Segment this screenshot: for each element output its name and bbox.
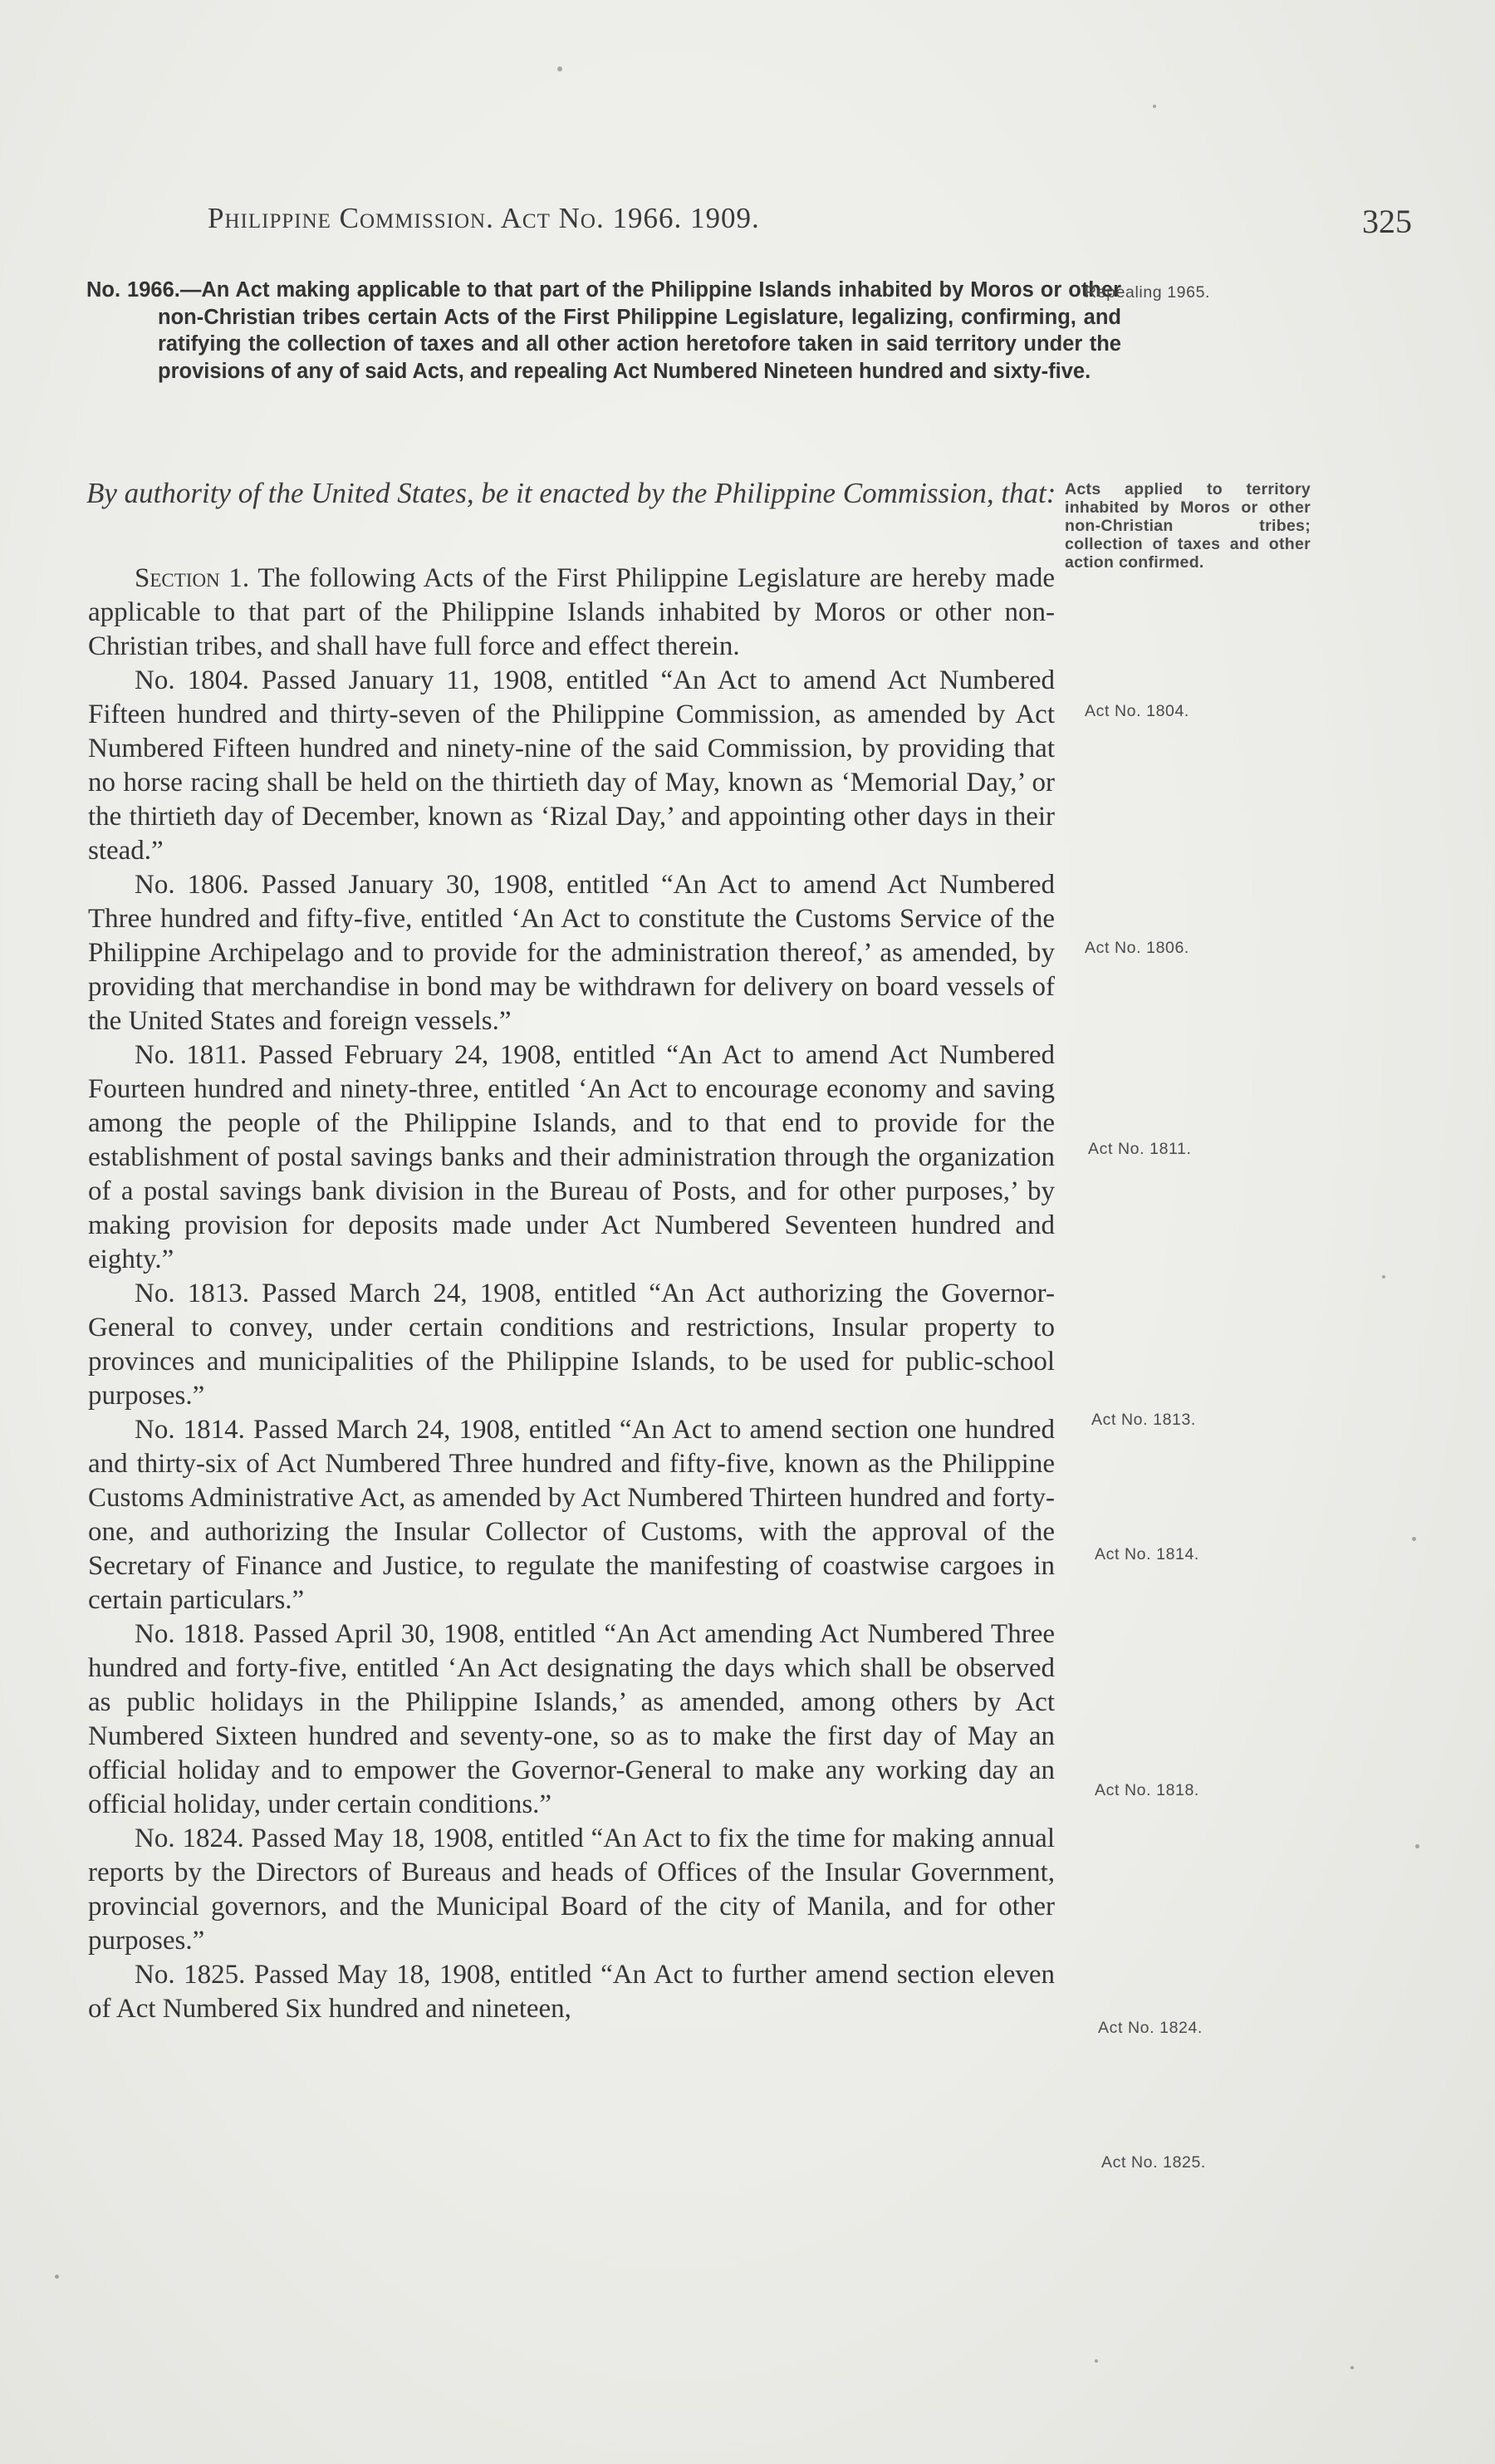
- page-number: 325: [1362, 203, 1412, 240]
- act-title: No. 1966.—An Act making applicable to that part of the Philippine Islands inhabited by Moros or other non-Christian tribes certain Acts of the First Philippine Legislature, legalizing, confirming, and ratifying the collection of taxes and all other action heretofore taken in said territory under the provisions of any of said Acts, and repealing Act Numbered Nineteen hundred and sixty-five.: [86, 278, 1121, 383]
- scan-speck: [55, 2275, 59, 2279]
- section-text: The following Acts of the First Philippine Legislature are hereby made applicable to that part of the Philippine Islands inhabited by Moros or other non-Christian tribes, and shall have full force and effect therein.: [88, 563, 1056, 661]
- margin-note-repealing: Repealing 1965.: [1085, 283, 1211, 302]
- margin-note-act-1824: Act No. 1824.: [1098, 2019, 1203, 2037]
- act-paragraph-1811: No. 1811. Passed February 24, 1908, entitled “An Act to amend Act Numbered Fourteen hundred and ninety-three, entitled ‘An Act to encourage economy and saving among the people of the Philippine Islands, and to that end to provide for the establishment of postal savings banks and their administration through the organization of a postal savings bank division in the Bureau of Posts, and for other purposes,’ by making provision for deposits made under Act Numbered Seventeen hundred and eighty.”: [88, 1040, 1055, 1274]
- act-paragraph-1813: No. 1813. Passed March 24, 1908, entitled “An Act authorizing the Governor-General to convey, under certain conditions and restrictions, Insular property to provinces and municipalities of the Philippine Islands, to be used for public-school purposes.”: [88, 1279, 1055, 1411]
- scan-speck: [1153, 105, 1156, 108]
- section-label: Section 1.: [135, 563, 250, 593]
- scan-speck: [1095, 2359, 1098, 2363]
- act-paragraph-1814: No. 1814. Passed March 24, 1908, entitled “An Act to amend section one hundred and thirty-six of Act Numbered Three hundred and fifty-five, known as the Philippine Customs Administrative Act, as amended by Act Numbered Thirteen hundred and forty-one, and authorizing the Insular Collector of Customs, with the approval of the Secretary of Finance and Justice, to regulate the manifesting of coastwise cargoes in certain particulars.”: [88, 1415, 1055, 1615]
- margin-note-act-1818: Act No. 1818.: [1095, 1781, 1199, 1799]
- margin-note-acts-applied: Acts applied to territory inhabited by Moros or other non-Christian tribes; collection of taxes and other action confirmed.: [1065, 480, 1311, 572]
- scan-speck: [1415, 1844, 1419, 1848]
- act-paragraph-1806: No. 1806. Passed January 30, 1908, entitled “An Act to amend Act Numbered Three hundred and fifty-five, entitled ‘An Act to constitute the Customs Service of the Philippine Archipelago and to provide for the administration thereof,’ as amended, by providing that merchandise in bond may be withdrawn for delivery on board vessels of the United States and foreign vessels.”: [88, 870, 1055, 1036]
- scan-speck: [557, 66, 562, 71]
- act-paragraph-1818: No. 1818. Passed April 30, 1908, entitled “An Act amending Act Numbered Three hundred and forty-five, entitled ‘An Act designating the days which shall be observed as public holidays in the Philippine Islands,’ as amended, among others by Act Numbered Sixteen hundred and seventy-one, so as to make the first day of May an official holiday and to empower the Governor-General to make any working day an official holiday, under certain conditions.”: [88, 1619, 1055, 1819]
- scan-speck: [1412, 1537, 1416, 1541]
- margin-note-act-1811: Act No. 1811.: [1088, 1140, 1192, 1158]
- act-paragraph-1804: No. 1804. Passed January 11, 1908, entitled “An Act to amend Act Numbered Fifteen hundred and thirty-seven of the Philippine Commission, as amended by Act Numbered Fifteen hundred and ninety-nine of the said Commission, by providing that no horse racing shall be held on the thirtieth day of May, known as ‘Memorial Day,’ or the thirtieth day of December, known as ‘Rizal Day,’ and appointing other days in their stead.”: [88, 665, 1055, 866]
- margin-note-act-1813: Act No. 1813.: [1091, 1411, 1196, 1429]
- margin-note-act-1806: Act No. 1806.: [1085, 939, 1189, 957]
- margin-note-act-1825: Act No. 1825.: [1101, 2153, 1206, 2172]
- margin-note-act-1804: Act No. 1804.: [1085, 702, 1189, 720]
- act-paragraph-1825: No. 1825. Passed May 18, 1908, entitled “An Act to further amend section eleven of Act Numbered Six hundred and nineteen,: [88, 1960, 1055, 2024]
- scan-speck: [1350, 2366, 1354, 2369]
- margin-note-act-1814: Act No. 1814.: [1095, 1545, 1199, 1563]
- act-paragraph-1824: No. 1824. Passed May 18, 1908, entitled “An Act to fix the time for making annual reports by the Directors of Bureaus and heads of Offices of the Insular Government, provincial governors, and the Municipal Board of the city of Manila, and for other purposes.”: [88, 1823, 1055, 1956]
- section-paragraph: [88, 562, 1055, 664]
- enacting-clause: By authority of the United States, be it enacted by the Philippine Commission, that:: [86, 477, 1056, 509]
- act-body: [88, 562, 1055, 2026]
- running-head: Philippine Commission. Act No. 1966. 1909.: [208, 202, 760, 234]
- scan-speck: [1382, 1275, 1385, 1279]
